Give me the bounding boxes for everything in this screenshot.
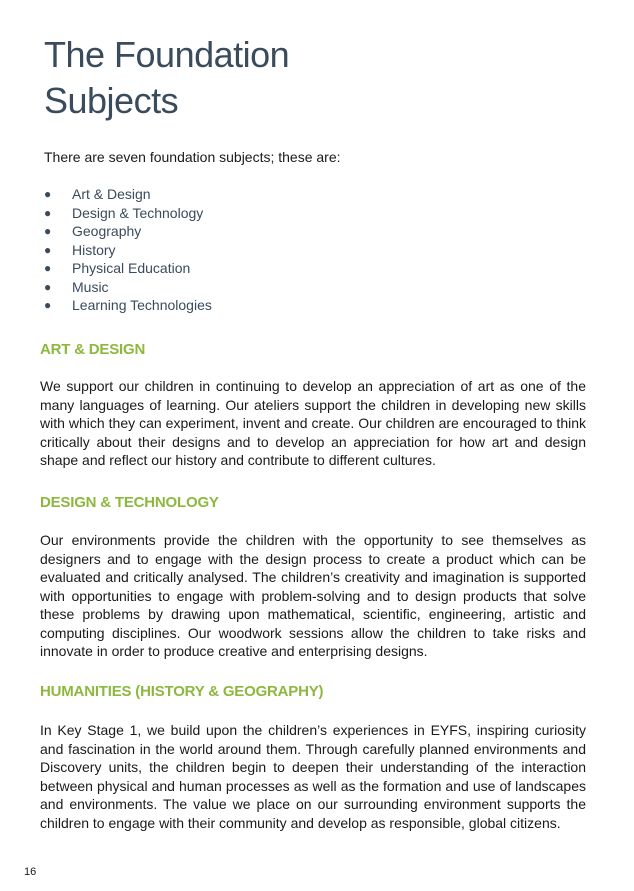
bullet-icon: ●: [44, 242, 52, 257]
page-title-line-2: Subjects: [44, 80, 179, 121]
bullet-icon: ●: [44, 298, 52, 312]
page-title-line-1: The Foundation: [44, 34, 290, 75]
section-heading-design-technology: DESIGN & TECHNOLOGY: [40, 494, 219, 511]
list-item: [44, 204, 212, 223]
list-item: [44, 241, 212, 260]
section-heading-art-design: ART & DESIGN: [40, 341, 146, 358]
subject-label: Art & Design: [72, 186, 151, 202]
list-item: [44, 259, 212, 278]
bullet-icon: ●: [44, 187, 52, 201]
list-item: [44, 296, 212, 315]
bullet-icon: ●: [44, 279, 52, 294]
bullet-icon: ●: [44, 205, 52, 220]
page-number: 16: [24, 866, 37, 878]
section-body-art-design: We support our children in continuing to develop an appreciation of art as one of the many languages of learning. Our ateliers support the children in developing new skills with which they can experiment, invent and create. Our children are encouraged to think critically about their designs and to develop an appreciation for how art and design shape and reflect our history and contribute to different cultures.: [40, 378, 586, 468]
page-title: [44, 32, 289, 124]
subject-label: Music: [72, 278, 109, 295]
subject-label: Design & Technology: [72, 204, 204, 221]
intro-text: There are seven foundation subjects; these are:: [44, 149, 341, 165]
subject-label: Physical Education: [72, 260, 191, 276]
section-heading-humanities: HUMANITIES (HISTORY & GEOGRAPHY): [40, 683, 324, 700]
subject-list: [44, 185, 212, 315]
list-item: [44, 185, 212, 204]
subject-label: Geography: [72, 223, 142, 239]
section-body-humanities: In Key Stage 1, we build upon the children’s experiences in EYFS, inspiring curiosity and fascination in the world around them. Through carefully planned environments and Discovery units, the children begin to deepen their understanding of the interaction between physical and human processes as well as the formation and use of landscapes and environments. The value we place on our surrounding environment supports the children to engage with their community and develop as responsible, global citizens.: [40, 722, 586, 831]
list-item: [44, 222, 212, 241]
bullet-icon: ●: [44, 224, 52, 238]
list-item: [44, 278, 212, 297]
bullet-icon: ●: [44, 261, 52, 275]
subject-label: Learning Technologies: [72, 297, 212, 313]
section-body-design-technology: Our environments provide the children with the opportunity to see themselves as designers and to engage with the design process to create a product which can be evaluated and critically analysed. The children’s creativity and imagination is supported with opportunities to engage with problem-solving and to design products that solve these problems by drawing upon mathematical, scientific, engineering, artistic and computing disciplines. Our woodwork sessions allow the children to take risks and innovate in order to produce creative and enterprising designs.: [40, 532, 586, 659]
subject-label: History: [72, 241, 116, 258]
